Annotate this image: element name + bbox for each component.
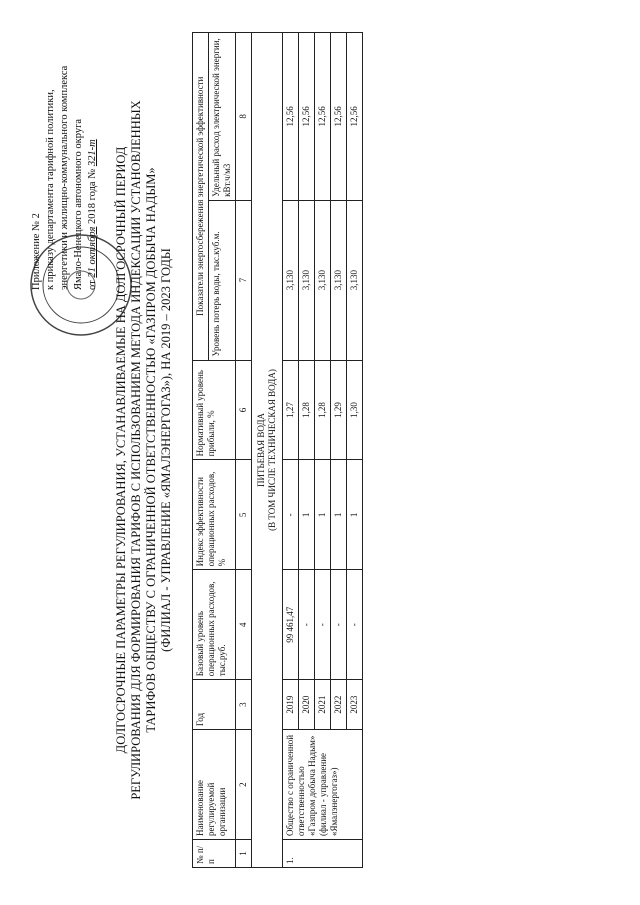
document-sheet <box>22 20 622 880</box>
table-row: 2020 - 1 1,28 3,130 12,56 <box>299 33 315 868</box>
header-loss: Уровень потерь воды, тыс.куб.м. <box>209 200 236 360</box>
header-specific: Удельный расход электрической энергии, кВт.ч/м3 <box>209 33 236 201</box>
header-energy-group: Показатели энергосбережения энергетической эффективности <box>193 33 209 361</box>
table-header-row <box>193 33 209 868</box>
header-org: Наименование регулируемой организации <box>193 730 236 840</box>
org-name: Общество с ограниченной ответственностью «Газпром добыча Надым» (филиал - управление «Ямалэнергогаз») <box>283 730 363 840</box>
appendix-date: от 21 октября 2018 года № 321-т <box>87 139 98 290</box>
section-title: ПИТЬЕВАЯ ВОДА (В ТОМ ЧИСЛЕ ТЕХНИЧЕСКАЯ ВОДА) <box>252 33 283 868</box>
column-number-row: 1 2 3 4 5 6 7 8 <box>236 33 252 868</box>
table-row: 2022 - 1 1,29 3,130 12,56 <box>331 33 347 868</box>
header-index: Индекс эффективности операционных расходов, % <box>193 460 236 570</box>
appendix-header <box>30 20 100 290</box>
parameters-table <box>192 32 363 868</box>
appendix-line: энергетики и жилищно-коммунального комплекса <box>59 65 70 290</box>
appendix-line: к приказу департамента тарифной политики, <box>45 89 56 290</box>
section-row <box>252 33 283 868</box>
table-row: 2021 - 1 1,28 3,130 12,56 <box>315 33 331 868</box>
header-base: Базовый уровень операционных расходов, тыс.руб. <box>193 570 236 680</box>
row-number: 1. <box>283 840 363 868</box>
header-no: № п/п <box>193 840 236 868</box>
appendix-line: Ямало-Ненецкого автономного округа <box>73 118 84 290</box>
document-title: ДОЛГОСРОЧНЫЕ ПАРАМЕТРЫ РЕГУЛИРОВАНИЯ, УСТАНАВЛИВАЕМЫЕ НА ДОЛГОСРОЧНЫЙ ПЕРИОД РЕГУЛИРОВАНИЯ ДЛЯ ФОРМИРОВАНИЯ ТАРИФОВ С ИСПОЛЬЗОВАНИЕМ МЕТОДА ИНДЕКСАЦИИ УСТАНОВЛЕННЫХ ТАРИФОВ ОБЩЕСТВУ С ОГРАНИЧЕННОЙ ОТВЕТСТВЕННОСТЬЮ «ГАЗПРОМ ДОБЫЧА НАДЫМ» (ФИЛИАЛ - УПРАВЛЕНИЕ «ЯМАЛЭНЕРГОГАЗ»), НА 2019 – 2023 ГОДЫ <box>114 100 173 800</box>
header-profit: Нормативный уровень прибыли, % <box>193 360 236 460</box>
table-row: 1. Общество с ограниченной ответственностью «Газпром добыча Надым» (филиал - управление «Ямалэнергогаз») 2019 99 461,47 - 1,27 3,130 12,56 <box>283 33 299 868</box>
appendix-title: Приложение № 2 <box>31 213 42 290</box>
header-year: Год <box>193 680 236 730</box>
table-row: 2023 - 1 1,30 3,130 12,56 <box>347 33 363 868</box>
